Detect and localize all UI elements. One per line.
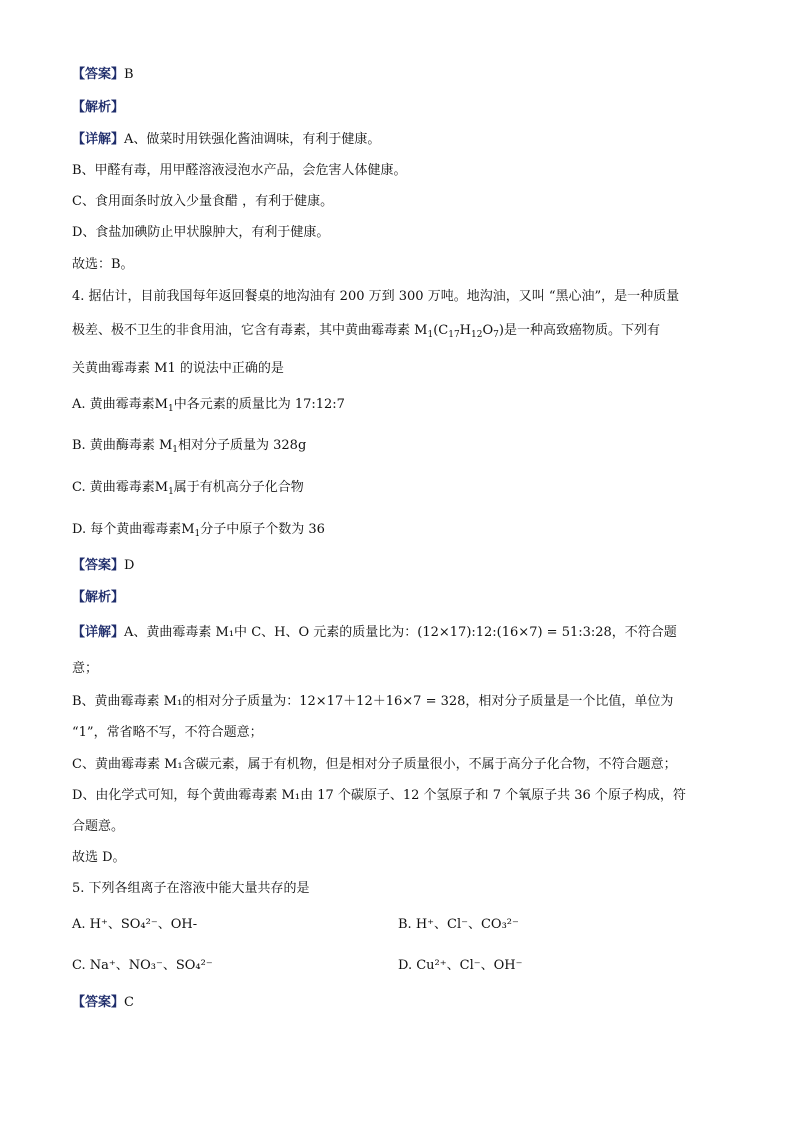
q3-analysis-tag: 【解析】 xyxy=(72,100,125,115)
q4-detail-d-cont: 合题意。 xyxy=(72,819,125,834)
q4-stem-line1: 4. 据估计，目前我国每年返回餐桌的地沟油有 200 万到 300 万吨。地沟油，又叫 “黑心油”，是一种质量 xyxy=(72,289,680,304)
detail-tag: 【详解】 xyxy=(72,625,125,640)
q5-answer xyxy=(72,994,134,1012)
q4-conclusion: 故选 D。 xyxy=(72,850,126,865)
q3-conclusion: 故选：B。 xyxy=(72,257,134,272)
q4-option-c: C. 黄曲霉毒素$M_1$属于有机高分子化合物 xyxy=(72,480,304,497)
q4-detail-a-cont: 意； xyxy=(72,661,99,676)
q3-detail-c: C、食用面条时放入少量食醋 ，有利于健康。 xyxy=(72,194,334,209)
q3-detail-a: 【详解】A、做菜时用铁强化酱油调味，有利于健康。 xyxy=(72,132,381,147)
q5-option-d: D. Cu²⁺、Cl⁻、OH⁻ xyxy=(398,958,523,973)
q4-stem-line2: 极差、极不卫生的非食用油，它含有毒素，其中黄曲霉毒素 $M_1(C_{17}H_{12}O_7)$是一种高致癌物质。下列有 xyxy=(72,323,660,340)
q4-analysis-tag: 【解析】 xyxy=(72,590,125,605)
q5-option-a: A. H⁺、SO₄²⁻、OH- xyxy=(72,917,198,932)
q5-option-b: B. H⁺、Cl⁻、CO₃²⁻ xyxy=(398,917,519,932)
q3-detail-d: D、食盐加碘防止甲状腺肿大，有利于健康。 xyxy=(72,225,330,240)
q4-answer xyxy=(72,557,134,575)
q4-detail-b: B、黄曲霉毒素 M₁的相对分子质量为：12×17＋12＋16×7 = 328，相对分子质量是一个比值，单位为 xyxy=(72,694,674,709)
answer-tag: 【答案】 xyxy=(72,995,125,1010)
q4-detail-c: C、黄曲霉毒素 M₁含碳元素，属于有机物，但是相对分子质量很小，不属于高分子化合物，不符合题意； xyxy=(72,757,677,772)
q3-answer xyxy=(72,66,134,84)
q4-detail-a: 【详解】A、黄曲霉毒素 M₁中 C、H、O 元素的质量比为：(12×17):12:(16×7) = 51:3:28，不符合题 xyxy=(72,625,677,640)
q5-stem: 5. 下列各组离子在溶液中能大量共存的是 xyxy=(72,881,310,896)
q4-detail-d: D、由化学式可知，每个黄曲霉毒素 M₁由 17 个碳原子、12 个氢原子和 7 个氧原子共 36 个原子构成，符 xyxy=(72,788,686,803)
q4-option-d: D. 每个黄曲霉毒素$M_1$分子中原子个数为 36 xyxy=(72,522,325,539)
q4-stem-line3: 关黄曲霉毒素 M1 的说法中正确的是 xyxy=(72,361,284,376)
answer-value: C xyxy=(124,995,134,1010)
q3-detail-b: B、甲醛有毒，用甲醛溶液浸泡水产品，会危害人体健康。 xyxy=(72,163,407,178)
formula-m1: $M_1(C_{17}H_{12}O_7)$ xyxy=(414,323,504,340)
answer-value: D xyxy=(124,558,135,573)
q4-option-b: B. 黄曲酶毒素 $M_1$相对分子质量为 328g xyxy=(72,438,307,455)
detail-tag: 【详解】 xyxy=(72,132,125,147)
answer-tag: 【答案】 xyxy=(72,67,125,82)
answer-value: B xyxy=(124,67,134,82)
q5-option-c: C. Na⁺、NO₃⁻、SO₄²⁻ xyxy=(72,958,213,973)
answer-tag: 【答案】 xyxy=(72,558,125,573)
q4-option-a: A. 黄曲霉毒素$M_1$中各元素的质量比为 17:12:7 xyxy=(72,397,345,414)
q4-detail-b-cont: “1”，常省略不写，不符合题意； xyxy=(72,725,263,740)
